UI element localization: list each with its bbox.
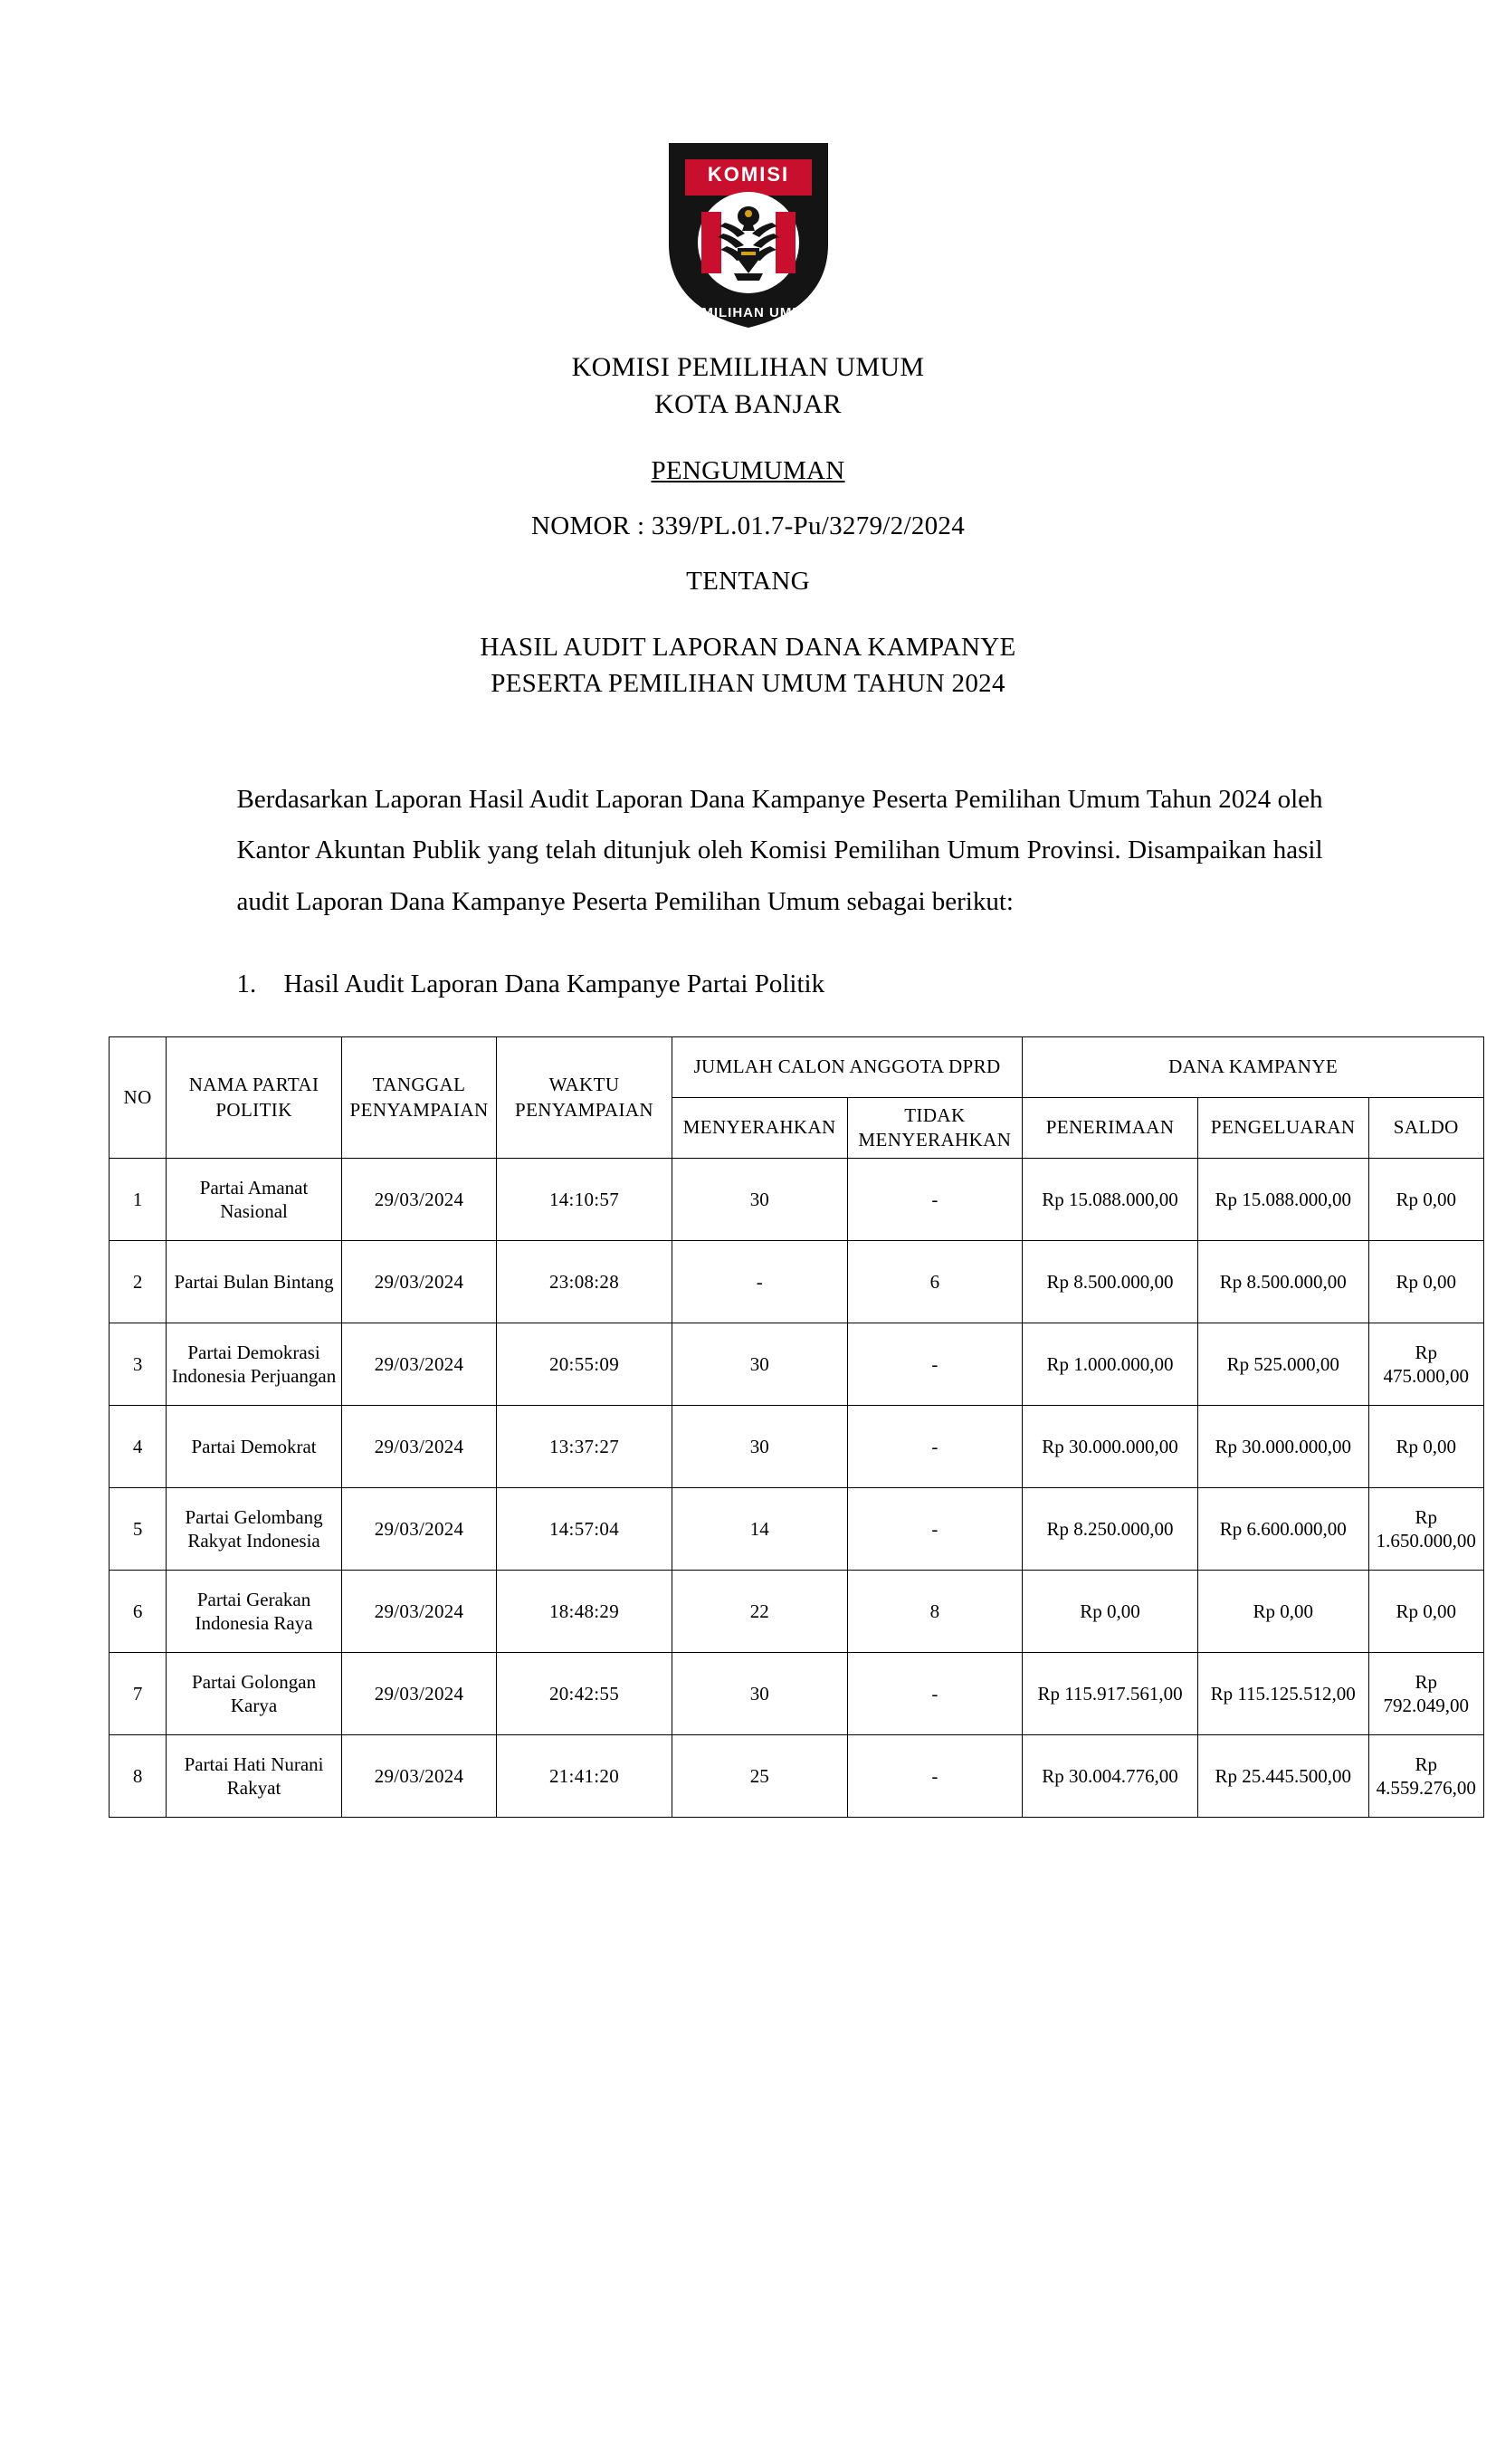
subject-line2: PESERTA PEMILIHAN UMUM TAHUN 2024 [491,668,1005,698]
svg-text:PEMILIHAN UMUM: PEMILIHAN UMUM [681,305,815,320]
cell-submitted: 14 [672,1488,847,1571]
th-date: TANGGAL PENYAMPAIAN [341,1036,496,1159]
cell-submitted: 25 [672,1735,847,1818]
th-party: NAMA PARTAI POLITIK [167,1036,342,1159]
table-row [110,1159,1484,1241]
cell-not-submitted: - [847,1323,1023,1406]
cell-expense: Rp 8.500.000,00 [1197,1241,1368,1323]
table-row [110,1406,1484,1488]
cell-time: 14:10:57 [497,1159,672,1241]
logo-container [109,136,1387,333]
cell-no: 8 [110,1735,167,1818]
cell-income: Rp 8.500.000,00 [1023,1241,1198,1323]
cell-submitted: - [672,1241,847,1323]
cell-party: Partai Gerakan Indonesia Raya [167,1571,342,1653]
cell-income: Rp 0,00 [1023,1571,1198,1653]
cell-party: Partai Amanat Nasional [167,1159,342,1241]
th-not-submitted: TIDAK MENYERAHKAN [847,1097,1023,1159]
table-header-row-1 [110,1036,1484,1097]
th-submitted: MENYERAHKAN [672,1097,847,1159]
table-body [110,1159,1484,1818]
cell-no: 6 [110,1571,167,1653]
list-item-text: Hasil Audit Laporan Dana Kampanye Partai Politik [283,969,825,999]
subject-line1: HASIL AUDIT LAPORAN DANA KAMPANYE [480,633,1016,663]
cell-no: 7 [110,1653,167,1735]
cell-income: Rp 15.088.000,00 [1023,1159,1198,1241]
about-label: TENTANG [686,567,810,597]
table-row [110,1488,1484,1571]
cell-balance: Rp 792.049,00 [1368,1653,1484,1735]
cell-submitted: 30 [672,1323,847,1406]
th-expense: PENGELUARAN [1197,1097,1368,1159]
cell-party: Partai Demokrat [167,1406,342,1488]
audit-table [109,1036,1484,1819]
cell-date: 29/03/2024 [341,1406,496,1488]
th-time: WAKTU PENYAMPAIAN [497,1036,672,1159]
cell-time: 21:41:20 [497,1735,672,1818]
cell-submitted: 30 [672,1159,847,1241]
cell-expense: Rp 15.088.000,00 [1197,1159,1368,1241]
cell-expense: Rp 25.445.500,00 [1197,1735,1368,1818]
cell-date: 29/03/2024 [341,1241,496,1323]
cell-no: 4 [110,1406,167,1488]
cell-income: Rp 30.004.776,00 [1023,1735,1198,1818]
cell-no: 2 [110,1241,167,1323]
cell-date: 29/03/2024 [341,1735,496,1818]
cell-not-submitted: 6 [847,1241,1023,1323]
cell-expense: Rp 30.000.000,00 [1197,1406,1368,1488]
cell-no: 1 [110,1159,167,1241]
cell-party: Partai Gelombang Rakyat Indonesia [167,1488,342,1571]
cell-time: 20:42:55 [497,1653,672,1735]
cell-no: 3 [110,1323,167,1406]
th-no: NO [110,1036,167,1159]
cell-balance: Rp 475.000,00 [1368,1323,1484,1406]
cell-expense: Rp 6.600.000,00 [1197,1488,1368,1571]
cell-time: 13:37:27 [497,1406,672,1488]
cell-not-submitted: - [847,1735,1023,1818]
cell-party: Partai Hati Nurani Rakyat [167,1735,342,1818]
cell-balance: Rp 0,00 [1368,1571,1484,1653]
cell-balance: Rp 4.559.276,00 [1368,1735,1484,1818]
cell-no: 5 [110,1488,167,1571]
cell-expense: Rp 0,00 [1197,1571,1368,1653]
cell-time: 23:08:28 [497,1241,672,1323]
cell-income: Rp 8.250.000,00 [1023,1488,1198,1571]
table-row [110,1653,1484,1735]
th-funds-group: DANA KAMPANYE [1023,1036,1484,1097]
cell-not-submitted: - [847,1488,1023,1571]
list-item-number: 1. [236,969,257,999]
th-balance: SALDO [1368,1097,1484,1159]
cell-time: 14:57:04 [497,1488,672,1571]
table-row [110,1323,1484,1406]
table-row [110,1241,1484,1323]
cell-party: Partai Bulan Bintang [167,1241,342,1323]
cell-submitted: 30 [672,1653,847,1735]
document-number: NOMOR : 339/PL.01.7-Pu/3279/2/2024 [530,511,966,541]
cell-party: Partai Golongan Karya [167,1653,342,1735]
institution-name-line2: KOTA BANJAR [654,388,842,419]
cell-date: 29/03/2024 [341,1488,496,1571]
cell-submitted: 30 [672,1406,847,1488]
institution-name-line1: KOMISI PEMILIHAN UMUM [571,352,925,382]
cell-income: Rp 30.000.000,00 [1023,1406,1198,1488]
intro-paragraph: Berdasarkan Laporan Hasil Audit Laporan Dana Kampanye Peserta Pemilihan Umum Tahun 2024 oleh Kantor Akuntan Publik yang telah ditunjuk oleh Komisi Pemilihan Umum Provinsi. Disampaikan hasil audit Laporan Dana Kampanye Peserta Pemilihan Umum sebagai berikut: [236,784,1323,916]
cell-time: 18:48:29 [497,1571,672,1653]
cell-balance: Rp 1.650.000,00 [1368,1488,1484,1571]
th-candidates-group: JUMLAH CALON ANGGOTA DPRD [672,1036,1022,1097]
cell-date: 29/03/2024 [341,1159,496,1241]
table-row [110,1571,1484,1653]
cell-submitted: 22 [672,1571,847,1653]
cell-balance: Rp 0,00 [1368,1406,1484,1488]
cell-income: Rp 115.917.561,00 [1023,1653,1198,1735]
svg-text:KOMISI: KOMISI [707,163,789,186]
cell-expense: Rp 115.125.512,00 [1197,1653,1368,1735]
cell-expense: Rp 525.000,00 [1197,1323,1368,1406]
cell-not-submitted: - [847,1653,1023,1735]
th-income: PENERIMAAN [1023,1097,1198,1159]
cell-income: Rp 1.000.000,00 [1023,1323,1198,1406]
cell-date: 29/03/2024 [341,1571,496,1653]
cell-date: 29/03/2024 [341,1323,496,1406]
cell-not-submitted: - [847,1159,1023,1241]
list-item [174,963,1323,1005]
cell-not-submitted: - [847,1406,1023,1488]
cell-balance: Rp 0,00 [1368,1159,1484,1241]
document-type: PENGUMUMAN [651,456,845,485]
kpu-logo-icon [658,136,839,333]
cell-balance: Rp 0,00 [1368,1241,1484,1323]
cell-party: Partai Demokrasi Indonesia Perjuangan [167,1323,342,1406]
cell-date: 29/03/2024 [341,1653,496,1735]
cell-not-submitted: 8 [847,1571,1023,1653]
cell-time: 20:55:09 [497,1323,672,1406]
table-row [110,1735,1484,1818]
